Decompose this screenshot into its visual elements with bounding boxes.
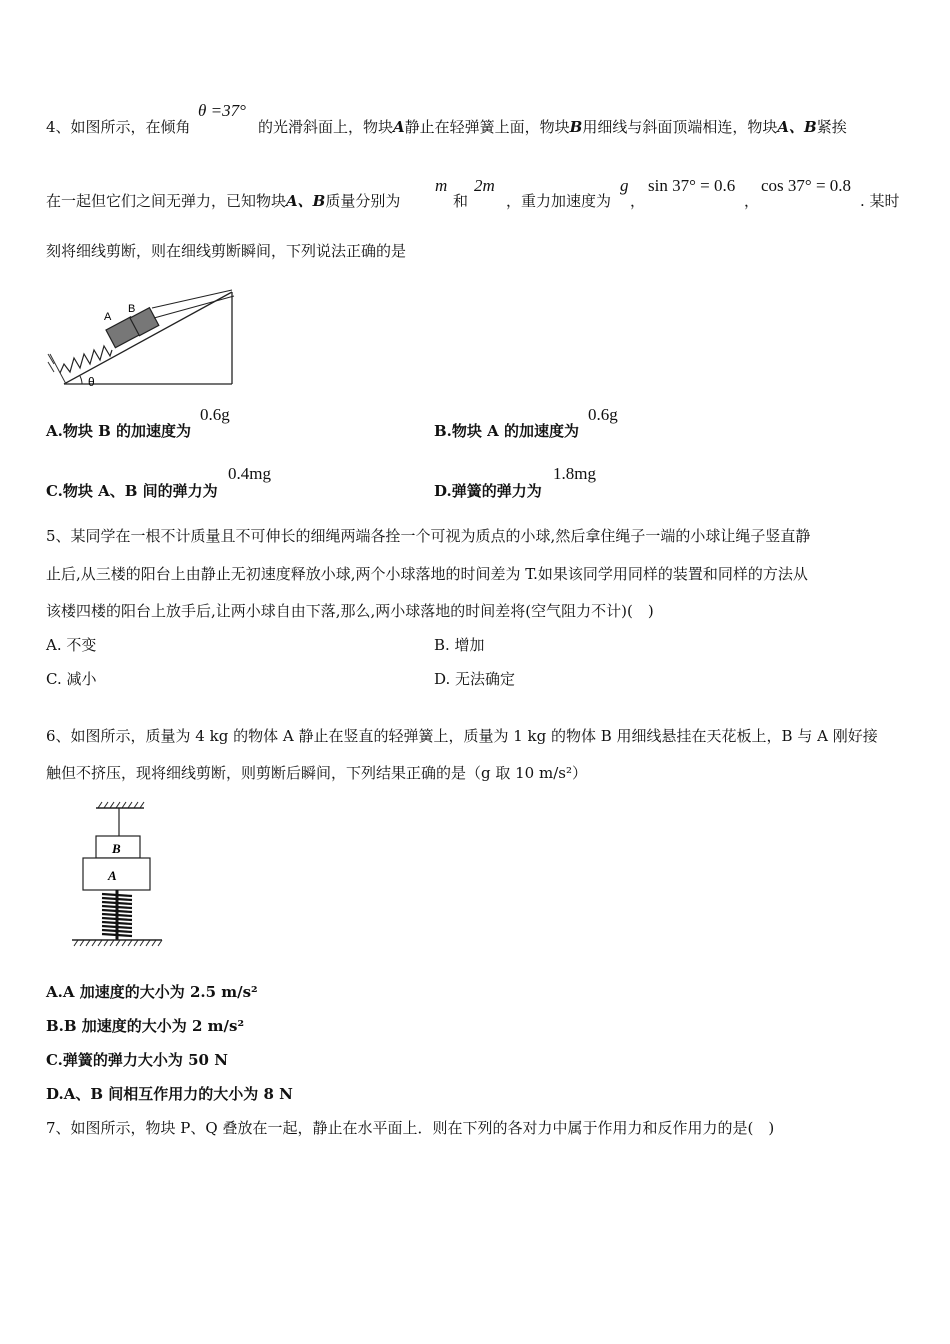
q5-line1: 5、某同学在一根不计质量且不可伸长的细绳两端各拴一个可视为质点的小球,然后拿住绳子一端的小球让绳子竖直静: [46, 527, 811, 545]
q6-spring-figure: [66, 798, 176, 948]
q4-option-c[interactable]: C.物块 A、B 间的弹力为: [46, 482, 218, 500]
q4-m: m: [435, 176, 448, 195]
q4-he: 和: [453, 192, 469, 210]
q4-comma2: ，: [744, 192, 760, 210]
q4-cos: cos 37° = 0.8: [761, 176, 852, 195]
q4-option-a-value: 0.6g: [200, 405, 230, 424]
q5-line2: 止后,从三楼的阳台上由静止无初速度释放小球,两个小球落地的时间差为 T.如果该同学用同样的装置和同样的方法从: [46, 565, 808, 583]
q4-sin: sin 37° = 0.6: [648, 176, 736, 195]
q6-option-d[interactable]: D.A、B 间相互作用力的大小为 8 N: [46, 1085, 293, 1103]
fig-label-a: A: [104, 311, 112, 323]
q5-option-d[interactable]: D. 无法确定: [434, 670, 516, 688]
q6-option-c[interactable]: C.弹簧的弹力大小为 50 N: [46, 1051, 228, 1069]
q5-option-c[interactable]: C. 减小: [46, 670, 97, 688]
q6-line2: 触但不挤压，现将细线剪断，则剪断后瞬间，下列结果正确的是（g 取 10 m/s²）: [46, 764, 587, 782]
q4-theta: θ =37°: [198, 101, 246, 120]
hatch-marks: [48, 354, 66, 384]
q4-incline-figure: [44, 278, 244, 394]
fig-label-theta: θ: [88, 375, 95, 389]
q4-line2-end: . 某时: [860, 192, 900, 210]
q4-2m: 2m: [474, 176, 495, 195]
q4-line3: 刻将细线剪断，则在细线剪断瞬间，下列说法正确的是: [46, 242, 407, 260]
fig-label-b: B: [112, 841, 121, 856]
q7-line1: 7、如图所示，物块 P、Q 叠放在一起，静止在水平面上．则在下列的各对力中属于作用力和反作用力的是( ): [46, 1119, 775, 1137]
spring: [60, 346, 112, 373]
q5-option-a[interactable]: A. 不变: [46, 636, 97, 654]
q4-option-b-value: 0.6g: [588, 405, 618, 424]
thread-2: [154, 296, 234, 318]
q5-line3: 该楼四楼的阳台上放手后,让两小球自由下落,那么,两小球落地的时间差将(空气阻力不计)( ): [46, 602, 654, 620]
q4-comma: ，: [630, 192, 646, 210]
fig-label-b: B: [128, 303, 136, 315]
q4-option-c-value: 0.4mg: [228, 464, 271, 483]
q6-option-a[interactable]: A.A 加速度的大小为 2.5 m/s²: [46, 983, 258, 1001]
q4-option-d-value: 1.8mg: [553, 464, 596, 483]
q4-option-b[interactable]: B.物块 A 的加速度为: [434, 422, 579, 440]
q4-line1: [46, 116, 191, 137]
fig-label-a: A: [108, 868, 117, 883]
ceiling: [96, 802, 144, 808]
q4-option-a[interactable]: A.物块 B 的加速度为: [46, 422, 191, 440]
incline-triangle: [64, 292, 232, 384]
q4-line2: 在一起但它们之间无弹力，已知物块A、B质量分别为: [46, 192, 401, 210]
q6-line1: 6、如图所示，质量为 4 kg 的物体 A 静止在竖直的轻弹簧上，质量为 1 kg 的物体 B 用细线悬挂在天花板上，B 与 A 刚好接: [46, 727, 878, 745]
q5-option-b[interactable]: B. 增加: [434, 636, 485, 654]
q6-option-b[interactable]: B.B 加速度的大小为 2 m/s²: [46, 1017, 245, 1035]
floor: [72, 940, 162, 946]
q4-gravity-label: ，重力加速度为: [506, 192, 612, 210]
q4-text: 4、如图所示，在倾角: [46, 118, 191, 136]
q4-line1-rest: 的光滑斜面上，物块A静止在轻弹簧上面，物块B用细线与斜面顶端相连，物块A、B紧挨: [258, 118, 847, 136]
q4-g: g: [620, 176, 629, 195]
q4-option-d[interactable]: D.弹簧的弹力为: [434, 482, 542, 500]
angle-arc: [80, 376, 82, 384]
